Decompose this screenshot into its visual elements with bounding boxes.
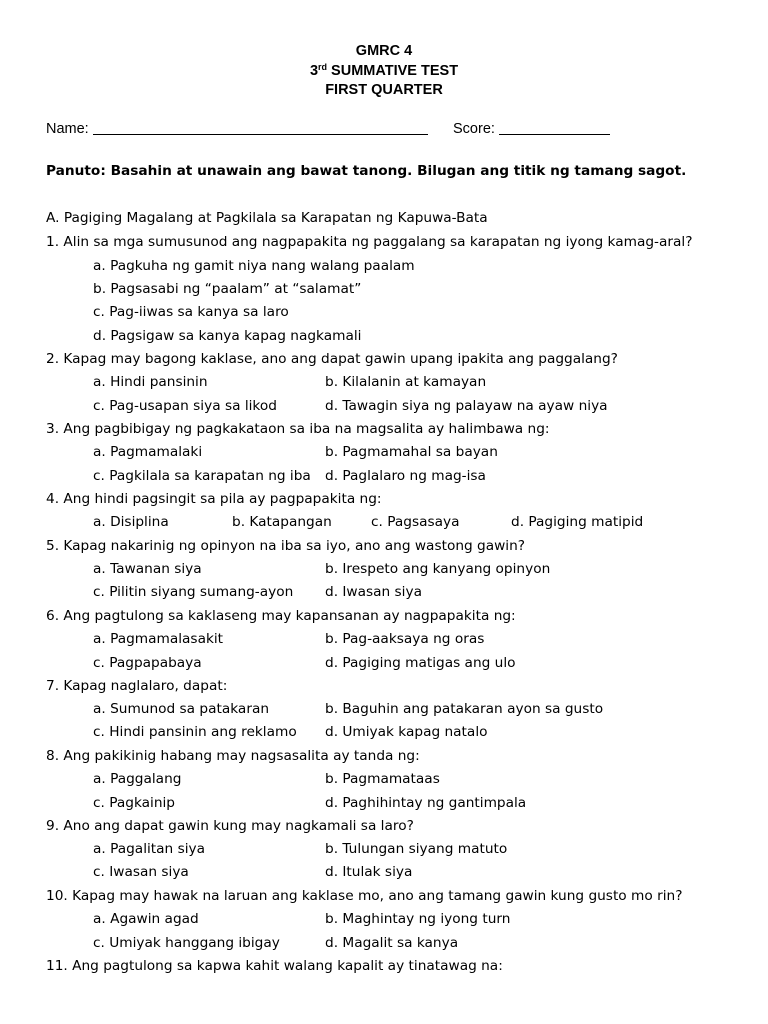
q4-option-c[interactable]: c. Pagsasaya — [371, 514, 460, 530]
question-6: 6. Ang pagtulong sa kaklaseng may kapansanan ay nagpapakita ng: — [46, 608, 516, 624]
q5-option-b[interactable]: b. Irespeto ang kanyang opinyon — [325, 561, 551, 577]
q1-option-d[interactable]: d. Pagsigaw sa kanya kapag nagkamali — [93, 328, 362, 344]
q6-option-d[interactable]: d. Pagiging matigas ang ulo — [325, 655, 516, 671]
question-4: 4. Ang hindi pagsingit sa pila ay pagpapakita ng: — [46, 491, 382, 507]
question-7: 7. Kapag naglalaro, dapat: — [46, 678, 228, 694]
q1-option-b[interactable]: b. Pagsasabi ng “paalam” at “salamat” — [93, 281, 362, 297]
question-9: 9. Ano ang dapat gawin kung may nagkamali sa laro? — [46, 818, 414, 834]
test-ordinal-suffix: rd — [318, 62, 328, 72]
score-field — [453, 120, 610, 137]
question-5: 5. Kapag nakarinig ng opinyon na iba sa iyo, ano ang wastong gawin? — [46, 538, 526, 554]
q10-option-d[interactable]: d. Magalit sa kanya — [325, 935, 459, 951]
subject-title: GMRC 4 — [355, 43, 413, 59]
name-label: Name: — [46, 121, 89, 137]
q3-option-c[interactable]: c. Pagkilala sa karapatan ng iba — [93, 468, 311, 484]
q8-option-b[interactable]: b. Pagmamataas — [325, 771, 440, 787]
question-11: 11. Ang pagtulong sa kapwa kahit walang kapalit ay tinatawag na: — [46, 958, 503, 974]
q6-option-a[interactable]: a. Pagmamalasakit — [93, 631, 224, 647]
q7-option-c[interactable]: c. Hindi pansinin ang reklamo — [93, 724, 297, 740]
q8-option-d[interactable]: d. Paghihintay ng gantimpala — [325, 795, 527, 811]
score-blank[interactable] — [499, 120, 610, 135]
q9-option-c[interactable]: c. Iwasan siya — [93, 864, 189, 880]
q10-option-b[interactable]: b. Maghintay ng iyong turn — [325, 911, 511, 927]
q9-option-d[interactable]: d. Itulak siya — [325, 864, 413, 880]
q10-option-a[interactable]: a. Agawin agad — [93, 911, 199, 927]
test-title-text: SUMMATIVE TEST — [331, 63, 459, 79]
name-field — [46, 120, 428, 137]
quarter-title: FIRST QUARTER — [325, 82, 443, 98]
question-8: 8. Ang pakikinig habang may nagsasalita ay tanda ng: — [46, 748, 420, 764]
q1-option-c[interactable]: c. Pag-iiwas sa kanya sa laro — [93, 304, 289, 320]
q2-option-d[interactable]: d. Tawagin siya ng palayaw na ayaw niya — [325, 398, 608, 414]
q4-option-d[interactable]: d. Pagiging matipid — [511, 514, 644, 530]
question-10: 10. Kapag may hawak na laruan ang kaklase mo, ano ang tamang gawin kung gusto mo rin? — [46, 888, 683, 904]
q2-option-b[interactable]: b. Kilalanin at kamayan — [325, 374, 487, 390]
q4-option-a[interactable]: a. Disiplina — [93, 514, 169, 530]
question-1: 1. Alin sa mga sumusunod ang nagpapakita ng paggalang sa karapatan ng iyong kamag-aral? — [46, 234, 693, 250]
q5-option-a[interactable]: a. Tawanan siya — [93, 561, 202, 577]
q7-option-d[interactable]: d. Umiyak kapag natalo — [325, 724, 488, 740]
q6-option-b[interactable]: b. Pag-aaksaya ng oras — [325, 631, 485, 647]
section-a-heading: A. Pagiging Magalang at Pagkilala sa Karapatan ng Kapuwa-Bata — [46, 210, 488, 226]
test-ordinal: 3 — [309, 63, 319, 79]
q3-option-d[interactable]: d. Paglalaro ng mag-isa — [325, 468, 486, 484]
instructions: Panuto: Basahin at unawain ang bawat tanong. Bilugan ang titik ng tamang sagot. — [46, 163, 687, 179]
question-2: 2. Kapag may bagong kaklase, ano ang dapat gawin upang ipakita ang paggalang? — [46, 351, 618, 367]
q3-option-a[interactable]: a. Pagmamalaki — [93, 444, 203, 460]
q5-option-d[interactable]: d. Iwasan siya — [325, 584, 422, 600]
q9-option-a[interactable]: a. Pagalitan siya — [93, 841, 205, 857]
q7-option-b[interactable]: b. Baguhin ang patakaran ayon sa gusto — [325, 701, 604, 717]
q6-option-c[interactable]: c. Pagpapabaya — [93, 655, 202, 671]
q9-option-b[interactable]: b. Tulungan siyang matuto — [325, 841, 508, 857]
q5-option-c[interactable]: c. Pilitin siyang sumang-ayon — [93, 584, 294, 600]
q2-option-c[interactable]: c. Pag-usapan siya sa likod — [93, 398, 277, 414]
q10-option-c[interactable]: c. Umiyak hanggang ibigay — [93, 935, 280, 951]
q3-option-b[interactable]: b. Pagmamahal sa bayan — [325, 444, 498, 460]
q4-option-b[interactable]: b. Katapangan — [232, 514, 332, 530]
q8-option-c[interactable]: c. Pagkainip — [93, 795, 175, 811]
test-title — [0, 63, 768, 80]
q2-option-a[interactable]: a. Hindi pansinin — [93, 374, 208, 390]
q1-option-a[interactable]: a. Pagkuha ng gamit niya nang walang paalam — [93, 258, 415, 274]
name-blank[interactable] — [93, 120, 428, 135]
score-label: Score: — [453, 121, 495, 137]
q8-option-a[interactable]: a. Paggalang — [93, 771, 182, 787]
question-3: 3. Ang pagbibigay ng pagkakataon sa iba na magsalita ay halimbawa ng: — [46, 421, 550, 437]
q7-option-a[interactable]: a. Sumunod sa patakaran — [93, 701, 270, 717]
